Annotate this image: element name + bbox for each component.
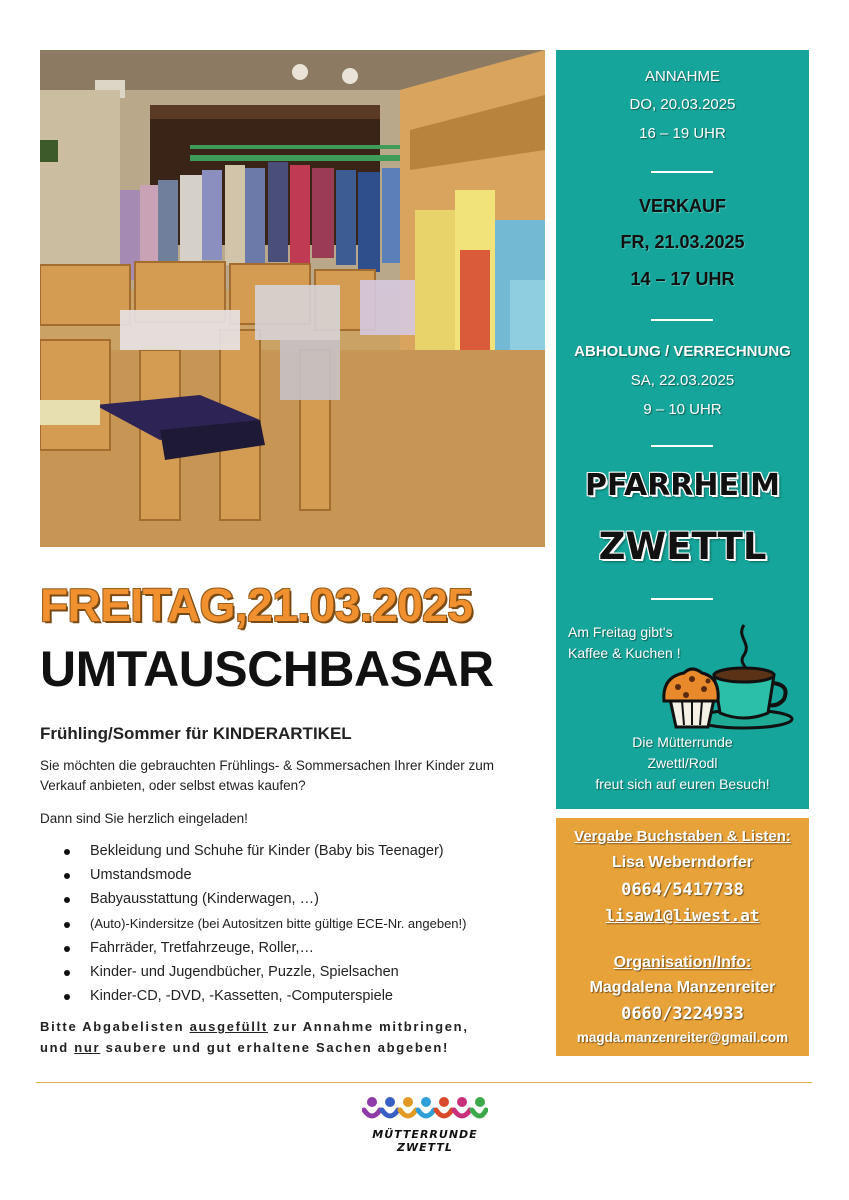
invite-text: Dann sind Sie herzlich eingeladen! — [40, 811, 248, 826]
subtitle: Frühling/Sommer für KINDERARTIKEL — [40, 724, 352, 743]
annahme-label: ANNAHME — [644, 68, 720, 85]
list-item: Bekleidung und Schuhe für Kinder (Baby bis Teenager) — [62, 839, 552, 863]
verkauf-time: 14 – 17 UHR — [630, 269, 735, 289]
intro-line-1: Sie möchten die gebrauchten Frühlings- & Sommersachen Ihrer Kinder zum — [40, 758, 494, 773]
coffee-cake-icon — [656, 615, 796, 735]
org-heading: Organisation/Info: — [613, 954, 752, 971]
divider — [651, 171, 713, 173]
intro-line-2: Verkauf anbieten, oder selbst etwas kaufen? — [40, 778, 306, 793]
submission-notice — [40, 1016, 550, 1058]
item-list — [62, 839, 552, 1008]
letters-contact-phone: 0664/5417738 — [621, 880, 744, 900]
greeting-line-3: freut sich auf euren Besuch! — [595, 776, 770, 792]
list-item: Kinder- und Jugendbücher, Puzzle, Spielsachen — [62, 960, 552, 984]
notice-text: zur Annahme mitbringen, — [267, 1019, 469, 1034]
org-contact-name: Magdalena Manzenreiter — [589, 979, 776, 996]
list-item: (Auto)-Kindersitze (bei Autositzen bitte gültige ECE-Nr. angeben!) — [62, 912, 552, 936]
letters-heading: Vergabe Buchstaben & Listen: — [574, 828, 791, 845]
org-contact-phone: 0660/3224933 — [621, 1004, 744, 1024]
schedule-panel — [556, 50, 809, 809]
letters-contact-name: Lisa Weberndorfer — [611, 854, 754, 871]
org-contact-email[interactable]: magda.manzenreiter@gmail.com — [576, 1030, 789, 1045]
logo-text-line-2: ZWETTL — [397, 1141, 453, 1154]
list-item: Kinder-CD, -DVD, -Kassetten, -Computerspiele — [62, 984, 552, 1008]
notice-text: und — [40, 1040, 75, 1055]
contact-panel — [556, 818, 809, 1056]
greeting-line-1: Die Mütterrunde — [632, 734, 733, 750]
bazaar-photo — [40, 50, 545, 547]
notice-line-2 — [40, 1037, 550, 1058]
abholung-label: ABHOLUNG / VERRECHNUNG — [574, 343, 791, 360]
venue-line-2: ZWETTL — [598, 525, 767, 568]
event-date-headline: FREITAG,21.03.2025 — [40, 579, 473, 631]
annahme-date: DO, 20.03.2025 — [629, 96, 736, 113]
list-item: Umstandsmode — [62, 863, 552, 887]
list-item: Fahrräder, Tretfahrzeuge, Roller,… — [62, 936, 552, 960]
coffee-line-2: Kaffee & Kuchen ! — [568, 645, 681, 661]
notice-emphasis: nur — [74, 1040, 101, 1055]
organization-logo — [360, 1094, 490, 1164]
divider — [651, 598, 713, 600]
abholung-time: 9 – 10 UHR — [643, 401, 722, 418]
abholung-date: SA, 22.03.2025 — [630, 372, 735, 389]
annahme-time: 16 – 19 UHR — [639, 125, 726, 142]
list-item: Babyausstattung (Kinderwagen, …) — [62, 887, 552, 911]
intro-text — [40, 756, 550, 796]
notice-text: Bitte Abgabelisten — [40, 1019, 190, 1034]
page-title: UMTAUSCHBASAR — [40, 641, 494, 697]
verkauf-label: VERKAUF — [638, 196, 726, 216]
notice-line-1 — [40, 1016, 550, 1037]
venue-line-1: PFARRHEIM — [584, 468, 781, 503]
verkauf-date: FR, 21.03.2025 — [620, 232, 745, 252]
notice-emphasis: ausgefüllt — [189, 1019, 268, 1034]
letters-contact-email[interactable]: lisaw1@liwest.at — [605, 906, 760, 925]
divider — [651, 445, 713, 447]
divider — [651, 319, 713, 321]
footer-divider — [36, 1082, 812, 1083]
greeting-line-2: Zwettl/Rodl — [647, 755, 718, 771]
notice-text: saubere und gut erhaltene Sachen abgeben! — [100, 1040, 450, 1055]
logo-text-line-1: MÜTTERRUNDE — [372, 1128, 478, 1141]
people-group-icon — [362, 1094, 488, 1124]
coffee-line-1: Am Freitag gibt's — [568, 624, 673, 640]
